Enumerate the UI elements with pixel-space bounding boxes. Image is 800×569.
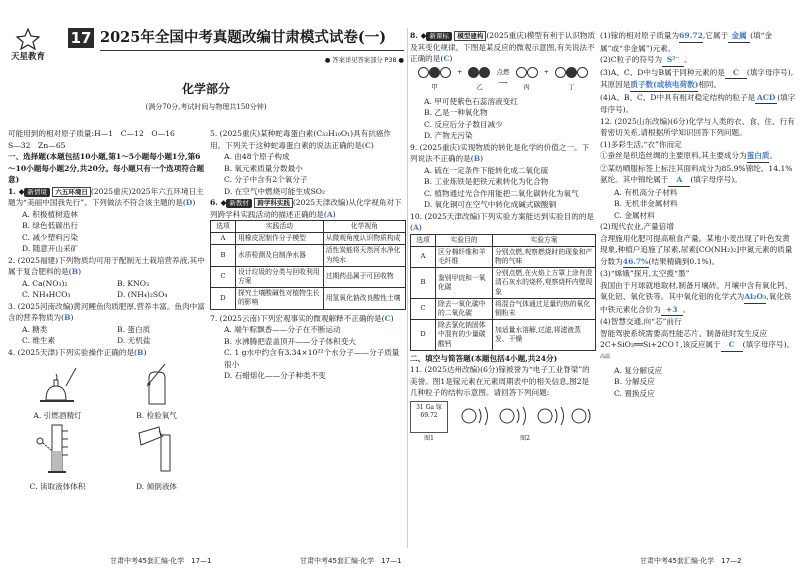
q1-option-b: B. 绿色低碳出行 [22, 221, 78, 230]
q5-answer: C [364, 140, 371, 150]
q10-table [410, 234, 596, 351]
q5-text: 5. (2025重庆)某种蛇毒蛋白素(C₃₂H₁₀O₁)具有抗癌作用。下列关于这种蛇毒蛋白素的说法正确的是 [210, 129, 392, 150]
atom-icon [440, 67, 451, 78]
part2-heading: 二、填空与简答题(本题包括4小题,共24分) [410, 353, 558, 363]
header-rule [100, 50, 404, 51]
column-3 [410, 30, 596, 444]
q12-part3 [600, 280, 796, 317]
q8-reactant-yi [468, 67, 490, 94]
paper-title: 2025年全国中考真题改编甘肃模式试卷(一) [100, 29, 387, 46]
table-cell: 除去氯化钠固体中混有的少量碳酸钙 [436, 320, 493, 351]
section-title: 化学部分 [181, 82, 230, 96]
q6-th-activity: 实践活动 [236, 221, 324, 233]
q8-option-b: B. 乙是一种氧化物 [424, 108, 488, 117]
q11-part2 [600, 54, 796, 67]
alcohol-lamp-icon [28, 360, 88, 406]
part1-heading: 一、选择题(本题包括10小题,第1～5小题每小题1分,第6～10小题每小题2分,共20分。每小题只有一个选项符合题意) [8, 152, 205, 184]
q8-condition: 点燃 [496, 67, 510, 76]
q7-option-d: D. 石蜡熔化——分子种类不变 [224, 371, 326, 381]
q6-answer: A [326, 209, 333, 219]
atom-icon [516, 67, 527, 78]
q3-options [8, 324, 206, 336]
q11-4-answer: ACD [755, 92, 777, 105]
atomic-masses-line2: S—32 Zn—65 [8, 140, 66, 150]
q12-4-answer-formula: Al₂O₃ [744, 291, 766, 304]
atom-icon [479, 67, 490, 78]
q11-1a: (1)镓的相对原子质量为 [600, 31, 680, 40]
q12-part1-2 [600, 163, 796, 187]
q6-text: (2025天津改编)从化学视角对下列跨学科实践活动的描述正确的是 [210, 198, 402, 219]
table-cell: 除去一氧化碳中的二氧化碳 [436, 298, 493, 319]
q11-2c: 。 [684, 55, 692, 64]
q5-option-b: B. 氧元素质量分数最小 [224, 163, 303, 173]
table-row [211, 266, 406, 287]
q12-2a: ②某纺晒服标签上标注其面料成分为85.9%锦纶、14.1%氨纶。其中锦纶属于 [600, 163, 793, 184]
q12-1c: 。 [769, 151, 778, 160]
pouring-liquid-icon [127, 421, 187, 477]
q8-plus2: + [543, 67, 549, 76]
q2-options [8, 278, 206, 290]
question-8: 8. ◆ 新课标 模型建构 (2025重庆)模型有利于认识物质及其变化规律。下图是某反应的微观示意图,有关说法不正确的是(C) [410, 31, 596, 63]
gallium-cell: 31 Ga 镓 69.72 [410, 401, 448, 433]
q12-part2 [600, 233, 796, 269]
q12-2c: (填字母序号)。 [690, 175, 742, 184]
table-cell: 探究土壤酸碱性对植物生长的影响 [236, 288, 324, 309]
q4-figure-d [112, 421, 202, 492]
q8-label-bing: 丙 [523, 83, 530, 91]
gas-bottle-icon [127, 360, 187, 406]
table-row [411, 320, 596, 351]
q8-answer: C [443, 54, 450, 63]
q6-table-header [211, 221, 406, 233]
answer-note: ● 答案详见答案部分 P38 ● [324, 57, 404, 64]
q8-product-bing [516, 67, 538, 94]
question-5: 5. (2025重庆)某种蛇毒蛋白素(C₃₂H₁₀O₁)具有抗癌作用。下列关于这种蛇毒蛋白素的说法正确的是(C) [210, 129, 392, 150]
table-cell: 水质检测及自制净水器 [236, 245, 324, 266]
q12-part4 [600, 328, 796, 365]
q10-th-goal: 实验目的 [436, 234, 493, 246]
q2-option-c: C. NH₄HCO₃ [22, 290, 71, 299]
q4-figure-b [112, 360, 202, 421]
table-row [411, 246, 596, 267]
q8-tag2: 模型建构 [454, 31, 486, 41]
q8-label-ding: 丁 [568, 83, 575, 91]
fig1-label: 图1 [424, 434, 434, 442]
question-11: 11. (2025达州改编)(6分)镓被誉为“电子工业脊梁”的美誉。图1是镓元素在元素周期表中的相关信息,图2是几种粒子的结构示意图。请回答下列问题: [410, 365, 590, 398]
table-row [411, 268, 596, 299]
q2-option-d: D. (NH₄)₂SO₄ [117, 290, 168, 299]
table-cell: 设计垃圾的分类与回收利用方案 [236, 266, 324, 287]
atom-structure-diagrams-icon [455, 403, 595, 429]
footer-left: 甘肃中考45套汇编·化学 17—1 [110, 557, 212, 565]
q12-option-c: C. 金属材料 [614, 210, 655, 220]
q8-number: 8. ◆ [410, 31, 427, 40]
q11-1-answer-mass: 69.72 [679, 30, 703, 43]
q8-option-a: A. 甲可使紫色石蕊溶液变红 [424, 96, 518, 106]
q6-table [210, 220, 406, 310]
question-3: 3. (2025河南改编)黄河鲤鱼肉质肥厚,营养丰富。鱼肉中富含的营养物质为(B) [8, 301, 205, 322]
q6-number: 6. ◆ [210, 198, 227, 207]
measuring-cylinder-icon [28, 421, 88, 477]
table-cell: 活性炭能将天然河水净化为纯水 [323, 245, 405, 266]
q11-1e: (填“金属”或“非金属”)元素。 [600, 31, 773, 53]
q3-option-d: D. 无机盐 [117, 336, 151, 345]
q8-plus: + [457, 67, 463, 76]
q12-1a: ①蚕丝是织造丝绸的主要原料,其主要成分为 [600, 151, 747, 160]
table-cell: 用氢氧化钠改良酸性土壤 [323, 288, 405, 309]
table-cell: 鉴别甲烷和一氧化碳 [436, 268, 493, 299]
table-cell: 区分棉纤维和羊毛纤维 [436, 246, 493, 267]
publisher-logo [8, 28, 48, 68]
table-cell: 将混合气体通过足量灼热的氧化铜粉末 [493, 298, 596, 319]
q4-option-c-label: C. 读取液体体积 [29, 481, 86, 491]
question-10: 10. (2025天津改编)下列实验方案能达到实验目的的是(A) [410, 211, 595, 232]
q11-1c: ,它属于 [702, 31, 729, 40]
q1-text: (2025重庆)2025年六五环境日主题为“美丽中国我先行”。下列做法不符合该主题的是 [8, 186, 204, 207]
q12-1-answer: 蛋白质 [747, 150, 770, 163]
q8-product-ding [555, 67, 588, 94]
q11-figure-1 [410, 401, 448, 445]
atom-icon [527, 67, 538, 78]
q11-figure-2 [454, 403, 596, 444]
q1-answer: D [185, 198, 193, 207]
q12-option-a: A. 有机高分子材料 [614, 187, 678, 197]
table-cell: C [211, 266, 236, 287]
q5-option-a: A. 由48个原子构成 [224, 152, 290, 161]
table-cell: C [411, 298, 436, 319]
q3-text: 3. (2025河南改编)黄河鲤鱼肉质肥厚,营养丰富。鱼肉中富含的营养物质为 [8, 301, 205, 322]
q12-5-option-b: B. 分解反应 [614, 377, 655, 387]
q8-option-d: D. 产物无污染 [424, 131, 473, 140]
atom-icon [555, 67, 566, 78]
q12-5b: 智能驾驶系统需要高性能芯片。制备硅时发生反应2C+SiO₂══Si+2CO↑,该反应属于 [600, 328, 768, 349]
column-2 [210, 128, 406, 382]
table-cell: A [411, 246, 436, 267]
column-divider [407, 28, 408, 548]
q7-option-b: B. 水沸腾把壶盖顶开——分子体积变大 [224, 336, 356, 346]
q12-part3-title: (3)“嫦娥”探月,太空揽“墨” [600, 269, 690, 278]
column-4 [600, 30, 796, 399]
q4-figure-a [13, 360, 103, 421]
column-1 [8, 128, 206, 492]
q8-option-c: C. 反应后分子数目减少 [424, 119, 503, 129]
q6-th-option: 选项 [211, 221, 236, 233]
q12-2-answer: A [668, 174, 690, 187]
q3-option-a: A. 糖类 [22, 324, 48, 334]
q4-option-a-label: A. 引燃酒精灯 [33, 410, 82, 420]
table-cell: B [211, 245, 236, 266]
q9-option-c: C. 植物通过光合作用能把二氧化碳转化为氧气 [424, 188, 579, 198]
q3-answer: B [64, 313, 71, 322]
q6-tag: 新教材 [226, 199, 252, 208]
q11-2-answer: S²⁻ [662, 54, 684, 67]
q12-3b: 合理施用化肥可提高粮食产量。某地小麦出现了叶色发黄现象,种植户追施了尿素,尿素[CO(NH₂)₂]中氮元素的质量分数为 [600, 233, 793, 266]
q11-4a: (4)A、B、C、D中具有相对稳定结构的粒子是 [600, 92, 756, 102]
q10-table-header [411, 234, 596, 246]
q12-3d: (结果精确到0.1%)。 [648, 256, 720, 266]
table-cell: 加适量水溶解,过滤,将滤液蒸发、干燥 [493, 320, 596, 351]
q11-part4 [600, 92, 796, 116]
q8-text: (2025重庆)模型有利于认识物质及其变化规律。下图是某反应的微观示意图,有关说法不正确的是 [410, 31, 596, 63]
q10-th-option: 选项 [411, 234, 436, 246]
q5-option-d: D. 在空气中燃烧可能生成SO₂ [224, 186, 326, 196]
q1-tag: 新情境 [24, 188, 50, 197]
table-cell: 过期药品属于可回收物 [323, 266, 405, 287]
question-12: 12. (2025山东改编)(6分)化学与人类的衣、食、住、行有着密切关系,请根据所学知识回答下列问题。 [600, 116, 795, 137]
q1-number: 1. ◆ [8, 186, 25, 196]
q12-5d: (填字母序号)。 [742, 340, 795, 349]
q11-3c: (填字母序号),其原因是 [600, 67, 794, 89]
q2-answer: B [71, 267, 79, 276]
q1-option-a: A. 积极植树造林 [22, 209, 78, 219]
q3-options-2 [8, 335, 206, 347]
q12-part1: (1)多彩生活,“衣”你而定 [600, 139, 682, 149]
question-4: 4. (2025天津)下列实验操作正确的是(B) [8, 347, 147, 357]
table-row [211, 233, 406, 245]
atom-icon [429, 67, 440, 78]
q6-tag2: 跨学科实践 [254, 198, 293, 208]
q11-part3 [600, 67, 796, 92]
table-cell: 分别点燃,在火焰上方罩上涂有澄清石灰水的烧杯,观察烧杯内壁现象 [493, 268, 596, 299]
q5-option-c: C. 分子中含有2个氧分子 [224, 175, 308, 184]
q11-3e: 相同。 [698, 80, 722, 89]
table-row [211, 288, 406, 309]
atomic-masses-line1: 可能用到的相对原子质量:H—1 C—12 O—16 [8, 129, 175, 138]
q7-option-a: A. 端午粽飘香——分子在不断运动 [224, 325, 341, 335]
q11-part1 [600, 30, 796, 54]
q9-option-b: B. 工业炼铁是把铁元素转化为化合物 [424, 177, 549, 186]
table-cell: A [211, 233, 236, 245]
section-subtitle: (满分70分,考试时间与物理共150分钟) [145, 103, 267, 111]
question-7: 7. (2025云南)下列宏观事实的微观解释不正确的是(C) [210, 313, 394, 323]
q12-option-b: B. 无机非金属材料 [614, 199, 678, 208]
table-row [411, 298, 596, 319]
atom-icon [468, 67, 479, 78]
q12-part2-title: (2)现代农业,产量倍增 [600, 222, 674, 231]
q11-4c: (填字母序号)。 [600, 92, 796, 114]
question-1: 1. ◆ 新情境 六五环境日 (2025重庆)2025年六五环境日主题为“美丽中国我先行”。下列做法不符合该主题的是(D) [8, 186, 204, 207]
exam-header [8, 28, 404, 68]
q6-th-view: 化学视角 [323, 221, 405, 233]
q2-option-a: A. Ca(NO₃)₂ [22, 278, 68, 288]
q2-text: 2. (2025福建)下列物质均可用于配制无土栽培营养液,其中属于复合肥料的是 [8, 255, 205, 276]
q3-option-c: C. 维生素 [22, 336, 56, 345]
q11-1-answer-type: 金属 [728, 30, 750, 43]
q12-4f: 。 [682, 304, 691, 314]
q4-option-b-label: B. 检验氧气 [136, 410, 177, 420]
q8-tag: 新课标 [426, 32, 452, 41]
question-9: 9. (2025重庆)实现物质的转化是化学的价值之一。下列说法不正确的是(B) [410, 142, 590, 163]
fig2-label: 图2 [520, 434, 530, 442]
footer-center: 甘肃中考45套汇编·化学 17—1 [300, 557, 402, 565]
q12-4b: 我国由于月球就地取材,制备月壤砖。月壤中含有氧化钙、氧化铝、氧化铁等。其中氧化铝的化学式为 [600, 280, 793, 301]
table-row [211, 245, 406, 266]
q8-arrow: 点燃 ⟶ [496, 67, 510, 87]
q8-reactant-jia [418, 67, 451, 94]
q9-option-d: D. 氧化铜可在空气中转化成碱式碳酸铜 [424, 200, 557, 209]
q11-2a: (2)C粒子的符号为 [600, 55, 663, 64]
paper-number: 17 [68, 28, 94, 48]
table-cell: 从微观角度认识物质构成 [323, 233, 405, 245]
q12-5-condition: 高温 [600, 353, 611, 360]
q12-3-answer: 46.7% [623, 256, 649, 269]
q11-3-answer: C [725, 67, 747, 80]
q11-3a: (3)A、C、D中与B属于同种元素的是 [600, 67, 725, 77]
q12-5-answer: C [721, 339, 743, 352]
table-cell: D [211, 288, 236, 309]
star-logo-icon [15, 28, 41, 50]
q12-4d: ,氧化铁中铁元素化合价为 [600, 292, 792, 314]
q10-text: 10. (2025天津改编)下列实验方案能达到实验目的的是 [410, 211, 595, 221]
q8-reaction-figure [418, 67, 588, 94]
q4-figures-row1 [8, 360, 206, 421]
q10-th-plan: 实验方案 [493, 234, 596, 246]
q9-text: 9. (2025重庆)实现物质的转化是化学的价值之一。下列说法不正确的是 [410, 142, 590, 163]
q4-figures-row2 [8, 421, 206, 492]
q7-text: 7. (2025云南)下列宏观事实的微观解释不正确的是 [210, 313, 382, 323]
question-2: 2. (2025福建)下列物质均可用于配制无土栽培营养液,其中属于复合肥料的是(B) [8, 255, 205, 276]
q2-option-b: B. KNO₃ [117, 278, 149, 288]
q11-figures [410, 401, 596, 445]
q12-part1-1 [600, 150, 796, 163]
atom-icon [577, 67, 588, 78]
q1-option-c: C. 减少塑料污染 [22, 232, 78, 242]
q1-option-d: D. 随意开山采矿 [22, 244, 79, 253]
q4-text: 4. (2025天津)下列实验操作正确的是 [8, 347, 135, 357]
table-cell: B [411, 268, 436, 299]
q7-answer: C [384, 313, 391, 323]
table-cell: D [411, 320, 436, 351]
atom-icon [418, 67, 429, 78]
q11-3-reason: 质子数(或核电荷数) [630, 79, 698, 92]
q12-5-option-a: A. 复分解反应 [614, 365, 663, 375]
q4-answer: B [137, 347, 144, 357]
atom-icon [566, 67, 577, 78]
q4-figure-c [13, 421, 103, 492]
q3-option-b: B. 蛋白质 [117, 324, 151, 334]
table-cell: 分别点燃,观察燃烧时的现象和产物的气味 [493, 246, 596, 267]
q1-tag2: 六五环境日 [52, 187, 91, 197]
q12-part4-title: (4)智慧交通,向“芯”前行 [600, 317, 682, 326]
q12-4-answer-valence: +3 [661, 304, 683, 317]
table-cell: 用橡皮泥制作分子模型 [236, 233, 324, 245]
q8-label-jia: 甲 [431, 83, 438, 91]
q12-5-option-c: C. 置换反应 [614, 388, 655, 398]
q7-option-c: C. 1 g水中约含有3.34×10²²个水分子——分子质量很小 [224, 348, 400, 369]
q9-option-a: A. 硫在一定条件下能转化成二氧化硫 [424, 165, 549, 175]
logo-text: 天星教育 [10, 52, 45, 62]
q4-option-d-label: D. 倾倒液体 [135, 481, 178, 491]
q10-answer: A [412, 223, 419, 232]
footer-right: 甘肃中考45套汇编·化学 17—2 [640, 557, 742, 565]
q8-label-yi: 乙 [476, 83, 483, 91]
q9-answer: B [473, 154, 481, 163]
q2-options-2 [8, 289, 206, 301]
question-6: 6. ◆ 新教材 跨学科实践 (2025天津改编)从化学视角对下列跨学科实践活动的描述正确的是(A) [210, 198, 402, 219]
